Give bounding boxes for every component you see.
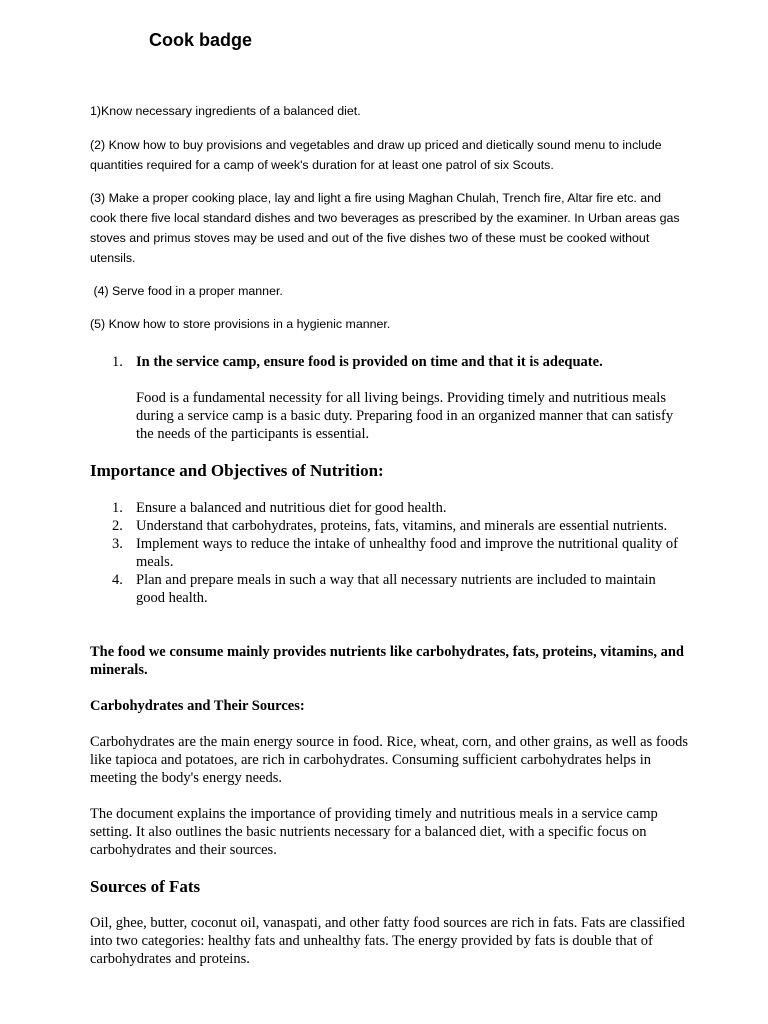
service-camp-paragraph: Food is a fundamental necessity for all living beings. Providing timely and nutritious meals during a service camp is a basic duty. Preparing food in an organized manner that can satisfy the needs of the participants is essential.	[136, 390, 674, 442]
list-item	[112, 535, 687, 571]
page-title: Cook badge	[149, 30, 253, 50]
list-number: 2.	[112, 518, 123, 534]
list-item-text: Plan and prepare meals in such a way that all necessary nutrients are included to maintain good health.	[136, 572, 656, 606]
list-number: 4.	[112, 572, 123, 588]
nutrition-heading: Importance and Objectives of Nutrition:	[90, 461, 384, 480]
summary-paragraph: The document explains the importance of providing timely and nutritious meals in a service camp setting. It also outlines the basic nutrients necessary for a balanced diet, with a specific focus on carbohydrates and their sources.	[90, 806, 658, 858]
carbohydrates-heading: Carbohydrates and Their Sources:	[90, 698, 305, 714]
list-number: 3.	[112, 536, 123, 552]
list-item-text: Understand that carbohydrates, proteins, fats, vitamins, and minerals are essential nutrients.	[136, 518, 668, 534]
carbohydrates-paragraph: Carbohydrates are the main energy source in food. Rice, wheat, corn, and other grains, as well as foods like tapioca and potatoes, are rich in carbohydrates. Consuming sufficient carbohydrates helps in meeting the body's energy needs.	[90, 734, 689, 786]
list-number: 1.	[112, 500, 123, 516]
nutrients-statement: The food we consume mainly provides nutrients like carbohydrates, fats, proteins, vitamins, and minerals.	[90, 644, 684, 678]
list-item-text: Ensure a balanced and nutritious diet for good health.	[136, 500, 447, 516]
requirement-1: 1)Know necessary ingredients of a balanced diet.	[90, 104, 361, 118]
nutrition-objectives-list	[112, 499, 687, 607]
requirement-5: (5) Know how to store provisions in a hygienic manner.	[90, 317, 391, 331]
fats-heading: Sources of Fats	[90, 877, 201, 896]
list-item	[112, 499, 687, 517]
requirement-2: (2) Know how to buy provisions and vegetables and draw up priced and dietically sound menu to include quantities required for a camp of week's duration for at least one patrol of six Scouts.	[90, 138, 662, 172]
list-item	[112, 517, 687, 535]
requirement-3: (3) Make a proper cooking place, lay and light a fire using Maghan Chulah, Trench fire, Altar fire etc. and cook there five local standard dishes and two beverages as prescribed by the examiner. In Urban areas gas stoves and primus stoves may be used and out of the five dishes two of these must be cooked without utensils.	[90, 191, 680, 265]
list-item	[112, 571, 687, 607]
requirement-4: (4) Serve food in a proper manner.	[90, 284, 283, 298]
fats-paragraph: Oil, ghee, butter, coconut oil, vanaspati, and other fatty food sources are rich in fats. Fats are classified into two categories: healthy fats and unhealthy fats. The energy provided by fats is double that of carbohydrates and proteins.	[90, 915, 685, 967]
service-camp-heading	[112, 353, 682, 371]
list-item-text: Implement ways to reduce the intake of unhealthy food and improve the nutritional quality of meals.	[136, 536, 678, 570]
list-item-text: In the service camp, ensure food is provided on time and that it is adequate.	[136, 354, 603, 370]
list-number: 1.	[112, 354, 123, 370]
